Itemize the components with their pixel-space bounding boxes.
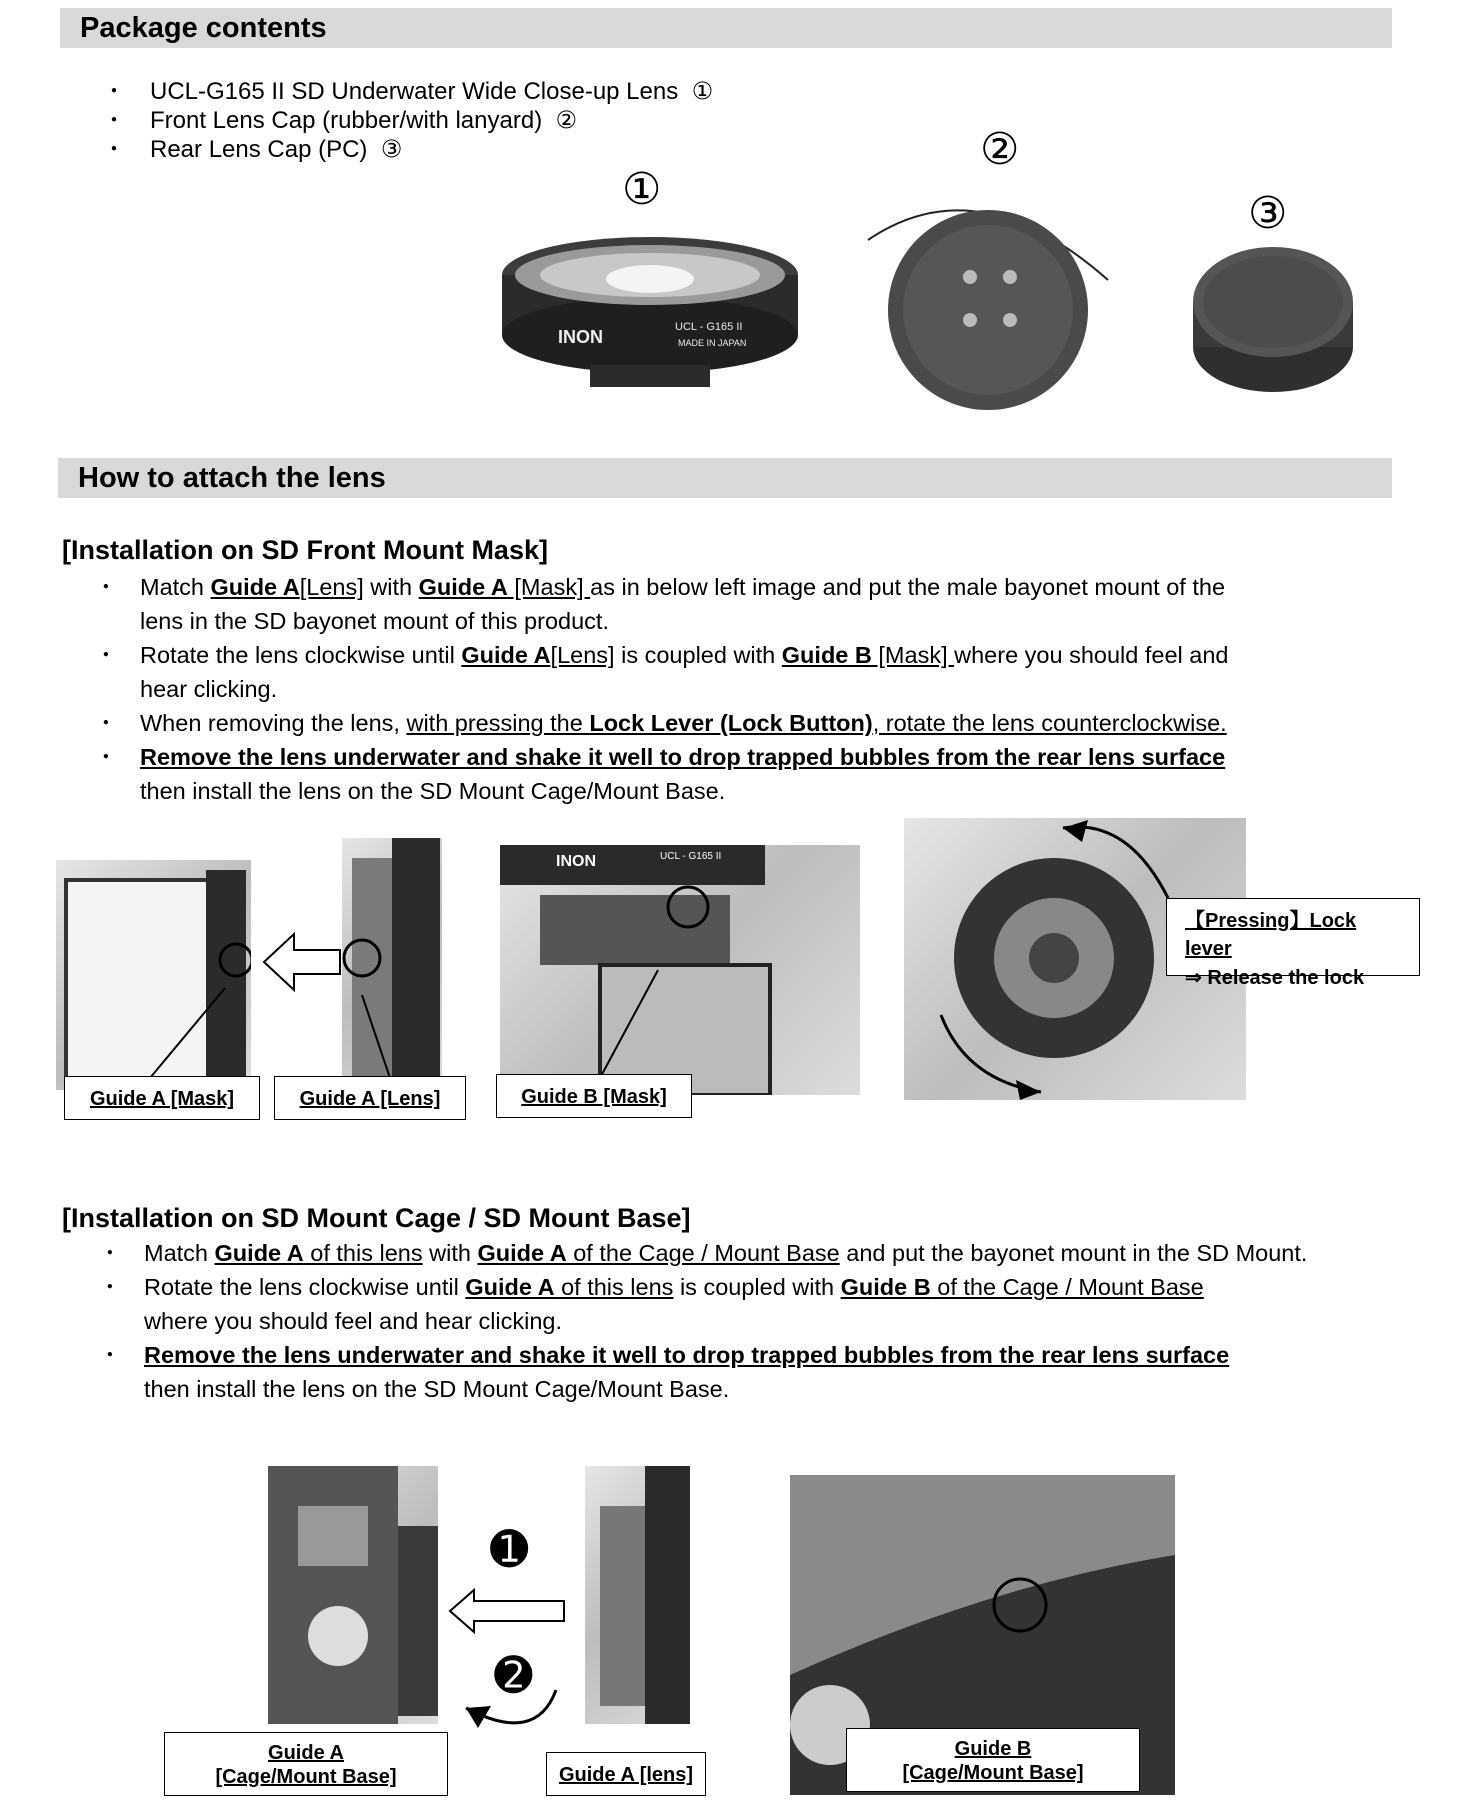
figure-number-1: ①	[622, 164, 662, 215]
lens-side-photo-2	[585, 1466, 690, 1724]
rotate-arrow-icon	[446, 1680, 566, 1750]
list-item: ･ Match Guide A of this lens with Guide A of the Cage / Mount Base and put the bayonet mount in the SD Mount.	[104, 1236, 1364, 1270]
label-line-1: Guide B	[954, 1738, 1032, 1760]
bullet: ･	[104, 1342, 116, 1368]
how-to-attach-heading: How to attach the lens	[58, 458, 1392, 498]
step-2-icon: ➋	[494, 1648, 533, 1702]
list-item: ･ Match Guide A[Lens] with Guide A [Mask] as in below left image and put the male bayonet mount of the lens in the SD bayonet mount of this product.	[100, 570, 1360, 638]
list-item: ･ Rotate the lens clockwise until Guide A of this lens is coupled with Guide B of the Cage / Mount Base where you should feel and hear clicking.	[104, 1270, 1364, 1338]
rotate-arrow-icon	[1058, 818, 1178, 908]
label-guide-a-lens: Guide A [Lens]	[274, 1076, 466, 1120]
lens-photo	[500, 235, 800, 395]
lens-origin-text: MADE IN JAPAN	[678, 338, 747, 348]
bullet: ･	[100, 574, 112, 600]
bullet: ･	[104, 1274, 116, 1300]
mask-install-steps	[100, 570, 1360, 808]
list-item: ･ Remove the lens underwater and shake it well to drop trapped bubbles from the rear lens surface then install the lens on the SD Mount Cage/Mount Base.	[100, 740, 1360, 808]
list-item	[108, 106, 713, 135]
label-guide-a-cage	[164, 1732, 448, 1796]
item-text: Rear Lens Cap (PC)	[150, 136, 368, 163]
arrow-left-icon	[448, 1588, 566, 1634]
bullet: ･	[108, 136, 120, 163]
mask-install-title: [Installation on SD Front Mount Mask]	[62, 535, 548, 565]
bullet: ･	[100, 710, 112, 736]
package-contents-heading: Package contents	[60, 8, 1392, 48]
package-contents-list	[108, 77, 713, 164]
front-cap-illustration	[858, 185, 1118, 410]
lock-lever-callout	[1166, 898, 1420, 989]
callout-pressing: 【Pressing】Lock lever	[1185, 910, 1357, 960]
bullet: ･	[100, 642, 112, 668]
item-number: ③	[380, 135, 403, 163]
figure-number-2: ②	[980, 124, 1020, 175]
lens-model-text: UCL - G165 II	[660, 851, 722, 862]
item-text: UCL-G165 II SD Underwater Wide Close-up Lens	[150, 78, 679, 105]
list-item	[108, 77, 713, 106]
item-text: Front Lens Cap (rubber/with lanyard)	[150, 107, 543, 134]
list-item: ･ When removing the lens, with pressing the Lock Lever (Lock Button), rotate the lens counterclockwise.	[100, 706, 1360, 740]
list-item: ･ Rotate the lens clockwise until Guide A[Lens] is coupled with Guide B [Mask] where you should feel and hear clicking.	[100, 638, 1360, 706]
lens-model-text: UCL - G165 II	[675, 321, 743, 333]
label-guide-b-cage	[846, 1728, 1140, 1792]
bullet: ･	[108, 107, 120, 134]
label-line-2: [Cage/Mount Base]	[902, 1762, 1084, 1784]
label-line-1: Guide A	[268, 1742, 344, 1764]
lens-brand-text: INON	[556, 853, 596, 870]
step-1-icon: ➊	[490, 1522, 529, 1576]
label-line-2: [Cage/Mount Base]	[215, 1766, 397, 1788]
rear-cap-illustration	[1188, 242, 1358, 402]
bullet: ･	[100, 744, 112, 770]
label-guide-b-mask: Guide B [Mask]	[496, 1074, 692, 1118]
callout-release: ⇒ Release the lock	[1185, 967, 1365, 989]
list-item: ･ Remove the lens underwater and shake it well to drop trapped bubbles from the rear lens surface then install the lens on the SD Mount Cage/Mount Base.	[104, 1338, 1364, 1406]
lens-brand-text: INON	[558, 327, 603, 347]
bullet: ･	[104, 1240, 116, 1266]
cage-photo	[268, 1466, 438, 1724]
item-number: ②	[555, 106, 578, 134]
item-number: ①	[691, 77, 714, 105]
list-item	[108, 135, 713, 164]
label-guide-a-lens-2: Guide A [lens]	[546, 1752, 706, 1796]
cage-install-title: [Installation on SD Mount Cage / SD Mount Base]	[62, 1203, 691, 1233]
figure-number-3: ③	[1248, 188, 1288, 239]
front-lens-cap-photo	[858, 185, 1118, 410]
rear-lens-cap-photo	[1188, 242, 1358, 402]
cage-install-steps	[104, 1236, 1364, 1406]
label-guide-a-mask: Guide A [Mask]	[64, 1076, 260, 1120]
bullet: ･	[108, 78, 120, 105]
lens-illustration	[500, 235, 800, 395]
